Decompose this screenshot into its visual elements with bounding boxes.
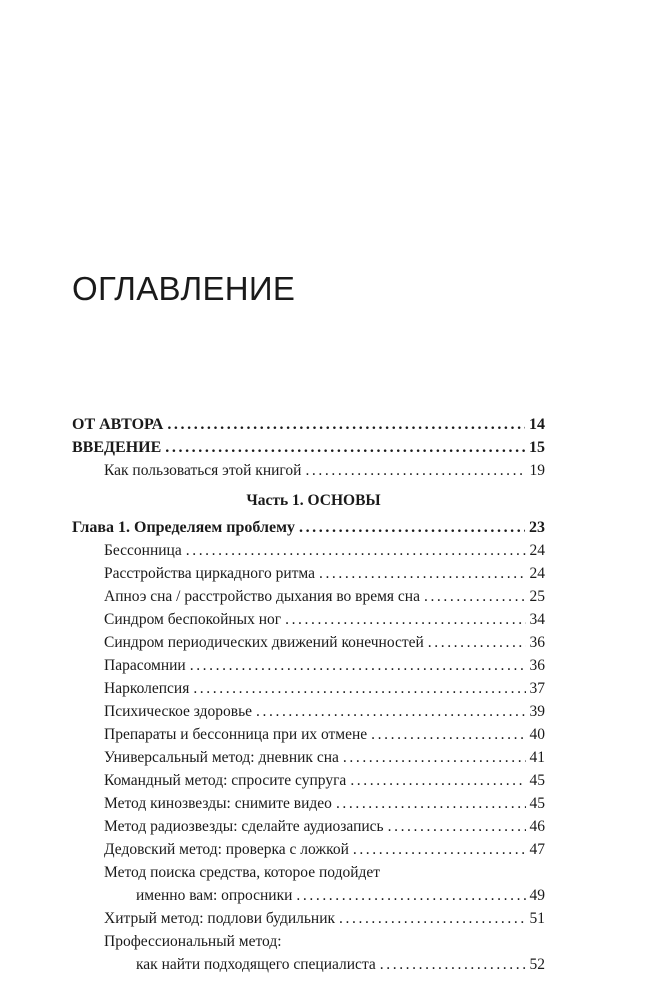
toc-entry-text: Нарколепсия	[104, 680, 190, 697]
dot-leader	[285, 608, 525, 631]
toc-page-number: 37	[529, 680, 545, 697]
toc-entry-text: ОТ АВТОРА	[72, 416, 164, 433]
dot-leader	[388, 815, 526, 838]
toc-entry-first-line[interactable]	[72, 930, 545, 953]
dot-leader	[424, 585, 526, 608]
dot-leader	[319, 562, 526, 585]
toc-page-number: 24	[529, 542, 545, 559]
toc-page-number: 45	[529, 772, 545, 789]
toc-page-number: 40	[529, 726, 545, 743]
toc-entry[interactable]	[72, 723, 545, 746]
dot-leader	[193, 677, 525, 700]
toc-entry-text: Хитрый метод: подлови будильник	[104, 910, 336, 927]
dot-leader	[353, 838, 526, 861]
dot-leader	[350, 769, 525, 792]
toc-page-number: 52	[529, 956, 545, 973]
toc-page-number: 36	[529, 657, 545, 674]
toc-entry[interactable]	[72, 562, 545, 585]
toc-entry-text: Глава 1. Определяем проблему	[72, 519, 295, 536]
toc-entry-text: Метод поиска средства, которое подойдет	[104, 864, 381, 881]
page-title: ОГЛАВЛЕНИЕ	[72, 270, 296, 307]
toc-entry-how-to-use[interactable]	[72, 459, 545, 482]
toc-entry-continuation[interactable]	[72, 953, 545, 976]
toc-entry-text: Синдром периодических движений конечностей	[104, 634, 424, 651]
toc-entry[interactable]	[72, 585, 545, 608]
toc-entry-text: Бессонница	[104, 542, 182, 559]
toc-entry[interactable]	[72, 677, 545, 700]
toc-entry[interactable]	[72, 815, 545, 838]
toc-entry-author[interactable]	[72, 413, 545, 436]
part-heading: Часть 1. ОСНОВЫ	[246, 492, 381, 509]
dot-leader	[380, 953, 526, 976]
toc-entry[interactable]	[72, 700, 545, 723]
toc-entry-text: Препараты и бессонница при их отмене	[104, 726, 368, 743]
dot-leader	[428, 631, 526, 654]
toc-page-number: 51	[529, 910, 545, 927]
dot-leader	[186, 539, 526, 562]
toc-entry-text: Парасомнии	[104, 657, 186, 674]
toc-page-number: 34	[529, 611, 545, 628]
dot-leader	[339, 907, 525, 930]
toc-page-number: 15	[529, 439, 545, 456]
toc-page-number: 49	[529, 887, 545, 904]
toc-entry[interactable]	[72, 792, 545, 815]
dot-leader	[305, 459, 525, 482]
toc-entry-introduction[interactable]	[72, 436, 545, 459]
toc-entry[interactable]	[72, 769, 545, 792]
toc-entry[interactable]	[72, 907, 545, 930]
dot-leader	[190, 654, 526, 677]
toc-page-number: 14	[529, 416, 545, 433]
toc-page-number: 45	[529, 795, 545, 812]
dot-leader	[165, 436, 525, 459]
dot-leader	[256, 700, 525, 723]
toc-entry-text: Дедовский метод: проверка с ложкой	[104, 841, 349, 858]
toc-page-number: 23	[529, 519, 545, 536]
toc-entry[interactable]	[72, 746, 545, 769]
dot-leader	[371, 723, 525, 746]
toc-entry[interactable]	[72, 608, 545, 631]
toc-entry[interactable]	[72, 631, 545, 654]
toc-entry-text: именно вам: опросники	[136, 887, 293, 904]
toc-page-number: 24	[529, 565, 545, 582]
toc-entry[interactable]	[72, 654, 545, 677]
dot-leader	[167, 413, 525, 436]
toc-entry-text: Апноэ сна / расстройство дыхания во время сна	[104, 588, 420, 605]
toc-page-number: 36	[529, 634, 545, 651]
dot-leader	[343, 746, 526, 769]
toc-entry-text: Психическое здоровье	[104, 703, 253, 720]
toc-entry[interactable]	[72, 838, 545, 861]
dot-leader	[299, 516, 525, 539]
toc-page-number: 41	[529, 749, 545, 766]
toc-entry-text: Расстройства циркадного ритма	[104, 565, 315, 582]
toc-page-number: 25	[529, 588, 545, 605]
toc-entry-text: Синдром беспокойных ног	[104, 611, 282, 628]
toc-entry-text: Командный метод: спросите супруга	[104, 772, 347, 789]
toc-entry-text: Как пользоваться этой книгой	[104, 462, 302, 479]
toc-entry-text: Метод радиозвезды: сделайте аудиозапись	[104, 818, 384, 835]
table-of-contents	[72, 413, 545, 976]
toc-entry-first-line[interactable]	[72, 861, 545, 884]
dot-leader	[336, 792, 526, 815]
dot-leader	[296, 884, 525, 907]
toc-entry-text: Профессиональный метод:	[104, 933, 282, 950]
toc-entry-continuation[interactable]	[72, 884, 545, 907]
toc-entry-text: Универсальный метод: дневник сна	[104, 749, 339, 766]
toc-page-number: 19	[529, 462, 545, 479]
toc-entry-text: как найти подходящего специалиста	[136, 956, 376, 973]
toc-page-number: 46	[529, 818, 545, 835]
toc-entry-chapter-1[interactable]	[72, 516, 545, 539]
toc-entry-text: ВВЕДЕНИЕ	[72, 439, 162, 456]
toc-page-number: 39	[529, 703, 545, 720]
toc-page-number: 47	[529, 841, 545, 858]
toc-entry[interactable]	[72, 539, 545, 562]
toc-entry-text: Метод кинозвезды: снимите видео	[104, 795, 332, 812]
